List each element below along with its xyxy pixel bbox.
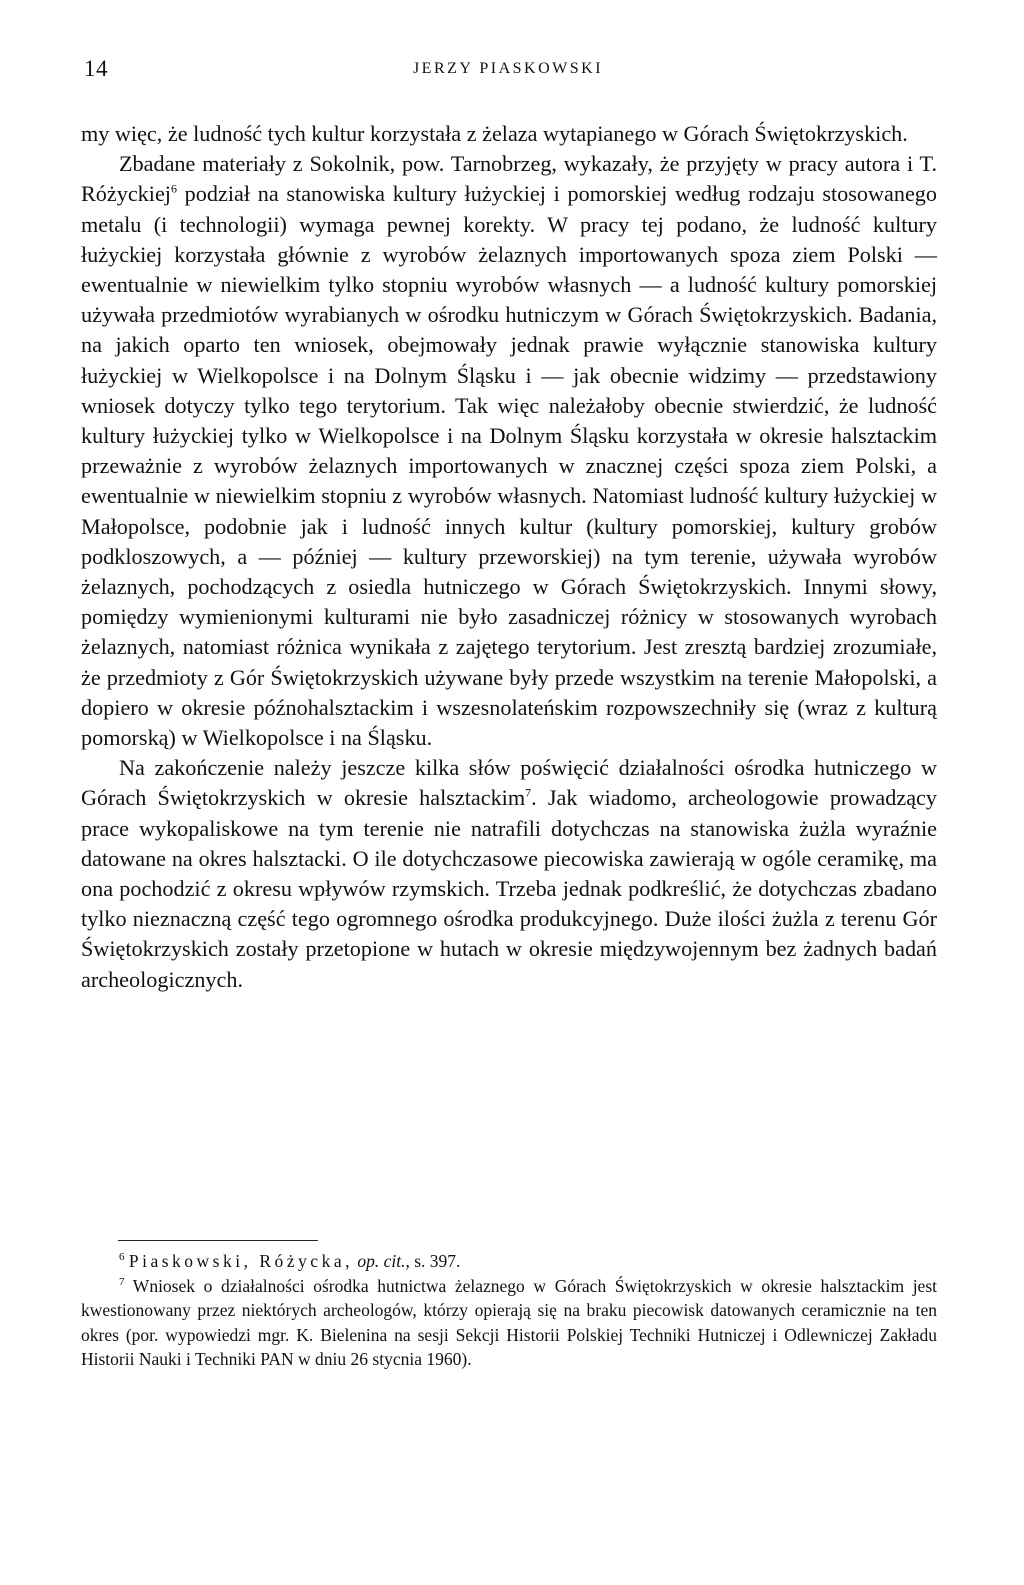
paragraph-3-text-a: Na zakończenie należy jeszcze kilka słów poświęcić działalności ośrodka hutniczego w Górach Świętokrzyskich w okresie halsztackim (81, 755, 937, 811)
page-number: 14 (84, 56, 108, 81)
footnote-6-number: 6 (119, 1251, 125, 1264)
footnote-7-number: 7 (119, 1275, 125, 1288)
paragraph-2 (81, 149, 937, 753)
footnotes (81, 1249, 937, 1372)
footnote-6-authors: Piaskowski, Różycka, (128, 1251, 353, 1271)
footnote-7 (81, 1274, 937, 1372)
footnote-6-op-cit: op. cit. (352, 1251, 406, 1271)
paragraph-2-text-b: podział na stanowiska kultury łużyckiej i pomorskiej według rodzaju stosowanego metalu (i technologii) wymaga pewnej korekty. W pracy tej podano, że ludność kultury łużyckiej korzystała głównie z wyrobów żelaznych importowanych spoza ziem Polski — ewentualnie w niewielkim tylko stopniu wyrobów własnych — a ludność kultury pomorskiej używała przedmiotów wyrabianych w ośrodku hutniczym w Górach Świętokrzyskich. Badania, na jakich oparto ten wniosek, obejmowały jednak prawie wyłącznie stanowiska kultury łużyckiej w Wielkopolsce i na Dolnym Śląsku i — jak obecnie widzimy — przedstawiony wniosek dotyczy tylko tego terytorium. Tak więc należałoby obecnie stwierdzić, że ludność kultury łużyckiej tylko w Wielkopolsce i na Dolnym Śląsku korzystała w okresie halsztackim przeważnie z wyrobów żelaznych importowanych w znacznej części spoza ziem Polski, a ewentualnie w niewielkim stopniu z wyrobów własnych. Natomiast ludność kultury łużyckiej w Małopolsce, podobnie jak i ludność innych kultur (kultury pomorskiej, kultury grobów podkloszowych, a — później — kultury przeworskiej) na tym terenie, używała wyrobów żelaznych, pochodzących z osiedla hutniczego w Górach Świętokrzyskich. Innymi słowy, pomiędzy wymienionymi kulturami nie było zasadniczej różnicy w stosowanych wyrobach żelaznych, natomiast różnica wynikała z zajętego terytorium. Jest zresztą bardziej zrozumiałe, że przedmioty z Gór Świętokrzyskich używane były przede wszystkim na terenie Małopolski, a dopiero w okresie późnohalsztackim i wszesnolateńskim rozpowszechniły się (wraz z kulturą pomorską) w Wielkopolsce i na Śląsku. (81, 181, 937, 751)
paragraph-1 (81, 119, 937, 149)
footnote-separator (118, 1240, 318, 1241)
paragraph-1-text: my więc, że ludność tych kultur korzystała z żelaza wytapianego w Górach Świętokrzyskich. (81, 121, 908, 146)
footnote-6 (81, 1249, 937, 1274)
footnote-7-text: Wniosek o działalności ośrodka hutnictwa żelaznego w Górach Świętokrzyskich w okresie halsztackim jest kwestionowany przez niektórych archeologów, którzy opierają się na braku piecowisk datowanych ceramicznie na ten okres (por. wypowiedzi mgr. K. Bielenina na sesji Sekcji Historii Polskiej Techniki Hutniczej i Odlewniczej Zakładu Historii Nauki i Techniki PAN w dniu 26 stycnia 1960). (81, 1275, 937, 1369)
body-text (81, 119, 937, 995)
footnote-ref-6[interactable]: 6 (170, 182, 177, 197)
footnote-6-page: , s. 397. (405, 1251, 461, 1271)
paragraph-2-text-a: Zbadane materiały z Sokolnik, pow. Tarnobrzeg, wykazały, że przyjęty w pracy autora i T. Różyckiej (81, 151, 937, 207)
paragraph-3-text-b: . Jak wiadomo, archeologowie prowadzący prace wykopaliskowe na tym terenie nie natrafili dotychczas na stanowiska żużla wyraźnie datowane na okres halsztacki. O ile dotychczasowe piecowiska zawierają w ogóle ceramikę, ma ona pochodzić z okresu wpływów rzymskich. Trzeba jednak podkreślić, że dotychczas zbadano tylko nieznaczną część tego ogromnego ośrodka produkcyjnego. Duże ilości żużla z terenu Gór Świętokrzyskich zostały przetopione w hutach w okresie międzywojennym bez żadnych badań archeologicznych. (81, 785, 937, 992)
paragraph-3 (81, 753, 937, 995)
footnote-ref-7[interactable]: 7 (525, 786, 532, 801)
running-title: JERZY PIASKOWSKI (412, 60, 604, 77)
running-head (82, 56, 934, 86)
